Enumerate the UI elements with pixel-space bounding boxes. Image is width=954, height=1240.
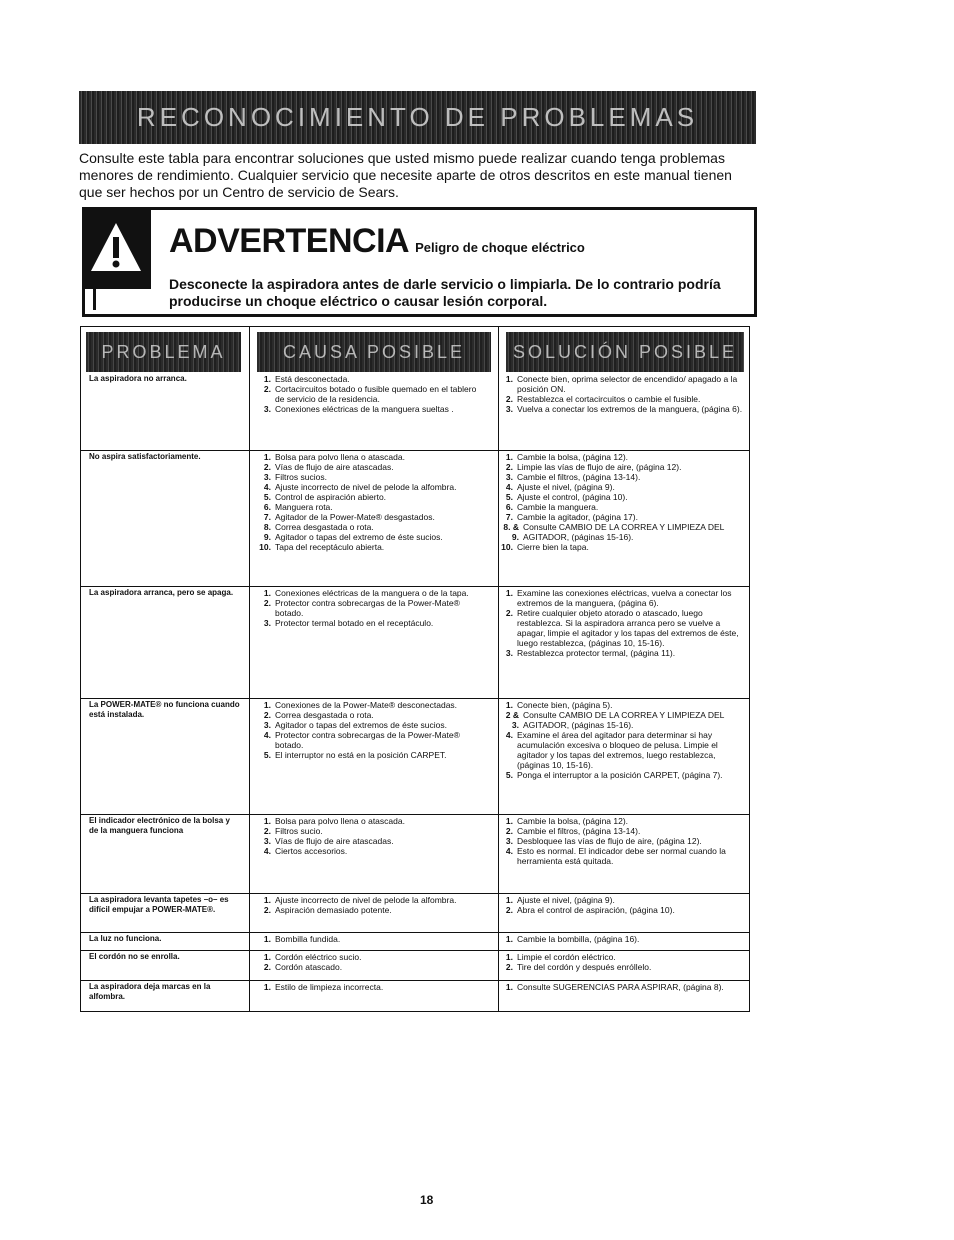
cause-item xyxy=(259,720,487,730)
cause-item xyxy=(259,905,487,915)
cause-item xyxy=(259,710,487,720)
cause-list xyxy=(259,374,487,414)
cause-number: 1. xyxy=(263,934,271,944)
solution-item xyxy=(501,934,745,944)
solution-number: 1. xyxy=(505,816,513,826)
cause-item xyxy=(259,982,487,992)
cause-text: Conexiones de la Power-Mate® desconectadas. xyxy=(275,700,458,710)
cause-text: Manguera rota. xyxy=(275,502,333,512)
solution-item xyxy=(501,542,745,552)
cause-item xyxy=(259,700,487,710)
solution-text: Limpie el cordón eléctrico. xyxy=(517,952,616,962)
solution-number: 1. xyxy=(505,982,513,992)
solution-text: Ajuste el nivel, (página 9). xyxy=(517,482,615,492)
page-number: 18 xyxy=(420,1193,434,1207)
cause-text: Bolsa para polvo llena o atascada. xyxy=(275,452,405,462)
cause-number: 2. xyxy=(263,384,271,394)
solution-item xyxy=(501,588,745,608)
cause-text: Aspiración demasiado potente. xyxy=(275,905,392,915)
cause-item xyxy=(259,472,487,482)
cause-item xyxy=(259,730,487,750)
cause-number: 2. xyxy=(263,826,271,836)
row-divider xyxy=(81,698,749,699)
cause-text: Estilo de limpieza incorrecta. xyxy=(275,982,384,992)
solution-number: 1. xyxy=(505,588,513,598)
solution-text: Consulte SUGERENCIAS PARA ASPIRAR, (página 8). xyxy=(517,982,724,992)
row-divider xyxy=(81,893,749,894)
solution-item xyxy=(501,472,745,482)
header-cause-label: CAUSA POSIBLE xyxy=(282,341,466,362)
header-cause xyxy=(257,332,491,372)
cause-list xyxy=(259,982,487,992)
solution-item xyxy=(501,374,745,394)
warning-subtitle: Peligro de choque eléctrico xyxy=(415,240,585,255)
problem-label: La luz no funciona. xyxy=(89,934,162,943)
cause-text: Correa desgastada o rota. xyxy=(275,710,374,720)
cause-number: 3. xyxy=(263,720,271,730)
solution-number: 4. xyxy=(505,846,513,856)
cause-item xyxy=(259,598,487,618)
header-problem-label: PROBLEMA xyxy=(101,341,226,362)
solution-text: Conecte bien, oprima selector de encendido/ apagado a la posición ON. xyxy=(517,374,738,394)
row-divider xyxy=(81,814,749,815)
cause-text: Cordón atascado. xyxy=(275,962,343,972)
solution-number: 3. xyxy=(505,648,513,658)
row-divider xyxy=(81,980,749,981)
solution-item xyxy=(501,905,745,915)
cause-list xyxy=(259,934,487,944)
cause-item xyxy=(259,512,487,522)
solution-list xyxy=(501,588,745,658)
cause-item xyxy=(259,895,487,905)
problem-label: La aspiradora levanta tapetes –o– es difícil empujar a POWER-MATE®. xyxy=(89,895,229,914)
solution-text: Cambie la agitador, (página 17). xyxy=(517,512,638,522)
header-solution-label: SOLUCIÓN POSIBLE xyxy=(512,341,738,362)
cause-item xyxy=(259,618,487,628)
solution-number: 6. xyxy=(505,502,513,512)
solution-text: Limpie las vías de flujo de aire, (página 12). xyxy=(517,462,682,472)
cause-item xyxy=(259,816,487,826)
solution-item xyxy=(501,770,745,780)
cause-number: 1. xyxy=(263,982,271,992)
cause-item xyxy=(259,836,487,846)
cause-number: 1. xyxy=(263,452,271,462)
cause-number: 3. xyxy=(263,404,271,414)
solution-text: Ponga el interruptor a la posición CARPET, (página 7). xyxy=(517,770,723,780)
solution-number: 5. xyxy=(505,770,513,780)
solution-text: Examine el área del agitador para determinar si hay acumulación excesiva o bloqueo de pelusa. Limpie el agitador y los tapas del extremos, luego restablezca, (páginas 10, 15-16). xyxy=(517,730,718,770)
solution-text: Cambie la bolsa, (página 12). xyxy=(517,452,629,462)
solution-list xyxy=(501,895,745,915)
solution-number: 2. xyxy=(505,608,513,618)
solution-number: 10. xyxy=(501,542,513,552)
section-banner xyxy=(79,91,756,144)
solution-item xyxy=(501,730,745,770)
solution-item xyxy=(501,522,745,542)
solution-number: 8. & 9. xyxy=(503,522,519,542)
solution-list xyxy=(501,952,745,972)
cause-list xyxy=(259,895,487,915)
warning-text: Desconecte la aspiradora antes de darle servicio o limpiarla. De lo contrario podría producirse un choque eléctrico o causar lesión corporal. xyxy=(169,276,721,309)
solution-item xyxy=(501,492,745,502)
cause-list xyxy=(259,452,487,552)
warning-icon xyxy=(82,207,151,289)
solution-number: 4. xyxy=(505,730,513,740)
troubleshooting-table xyxy=(80,326,750,1012)
cause-text: Bombilla fundida. xyxy=(275,934,341,944)
solution-list xyxy=(501,452,745,552)
intro-paragraph: Consulte este tabla para encontrar soluciones que usted mismo puede realizar cuando tenga problemas menores de rendimiento. Cualquier servicio que necesite aparte de otros descritos en este manual tienen que ser hechos por un Centro de servicio de Sears. xyxy=(79,150,732,200)
cause-number: 3. xyxy=(263,836,271,846)
cause-text: Ajuste incorrecto de nivel de pelode la alfombra. xyxy=(275,895,457,905)
solution-item xyxy=(501,846,745,866)
cause-text: Filtros sucio. xyxy=(275,826,323,836)
cause-number: 2. xyxy=(263,598,271,608)
cause-number: 10. xyxy=(259,542,271,552)
problem-label: La aspiradora arranca, pero se apaga. xyxy=(89,588,234,597)
cause-item xyxy=(259,542,487,552)
cause-item xyxy=(259,934,487,944)
header-solution xyxy=(506,332,744,372)
cause-item xyxy=(259,502,487,512)
cause-text: Vías de flujo de aire atascadas. xyxy=(275,836,394,846)
cause-text: Correa desgastada o rota. xyxy=(275,522,374,532)
solution-text: Vuelva a conectar los extremos de la manguera, (página 6). xyxy=(517,404,743,414)
cause-number: 1. xyxy=(263,816,271,826)
cause-number: 1. xyxy=(263,588,271,598)
solution-text: Cambie la bombilla, (página 16). xyxy=(517,934,640,944)
problem-label: No aspira satisfactoriamente. xyxy=(89,452,201,461)
solution-number: 2. xyxy=(505,826,513,836)
cause-text: Agitador de la Power-Mate® desgastados. xyxy=(275,512,435,522)
cause-text: Bolsa para polvo llena o atascada. xyxy=(275,816,405,826)
cause-text: Control de aspiración abierto. xyxy=(275,492,387,502)
solution-number: 3. xyxy=(505,836,513,846)
solution-text: Desbloquee las vías de flujo de aire, (página 12). xyxy=(517,836,702,846)
solution-item xyxy=(501,700,745,710)
cause-item xyxy=(259,846,487,856)
solution-text: Restablezca el cortacircuitos o cambie el fusible. xyxy=(517,394,701,404)
solution-number: 4. xyxy=(505,482,513,492)
cause-item xyxy=(259,588,487,598)
solution-item xyxy=(501,502,745,512)
cause-item xyxy=(259,492,487,502)
solution-item xyxy=(501,404,745,414)
cause-item xyxy=(259,750,487,760)
cause-item xyxy=(259,952,487,962)
solution-text: Restablezca protector termal, (página 11). xyxy=(517,648,676,658)
solution-list xyxy=(501,982,745,992)
solution-item xyxy=(501,895,745,905)
solution-number: 1. xyxy=(505,952,513,962)
row-divider xyxy=(81,450,749,451)
cause-text: Tapa del receptáculo abierta. xyxy=(275,542,385,552)
cause-number: 7. xyxy=(263,512,271,522)
cause-list xyxy=(259,816,487,856)
solution-list xyxy=(501,700,745,780)
cause-number: 4. xyxy=(263,846,271,856)
solution-number: 2 & 3. xyxy=(505,710,519,730)
cause-text: Protector termal botado en el receptáculo. xyxy=(275,618,434,628)
cause-text: Agitador o tapas del extremo de éste sucios. xyxy=(275,532,443,542)
solution-number: 1. xyxy=(505,452,513,462)
solution-list xyxy=(501,934,745,944)
cause-text: El interruptor no está en la posición CARPET. xyxy=(275,750,447,760)
solution-item xyxy=(501,710,745,730)
solution-text: Consulte CAMBIO DE LA CORREA Y LIMPIEZA DEL AGITADOR, (páginas 15-16). xyxy=(523,522,725,542)
solution-item xyxy=(501,816,745,826)
solution-number: 2. xyxy=(505,394,513,404)
solution-number: 3. xyxy=(505,404,513,414)
solution-item xyxy=(501,648,745,658)
solution-text: Abra el control de aspiración, (página 10). xyxy=(517,905,675,915)
cause-number: 8. xyxy=(263,522,271,532)
warning-heading: ADVERTENCIA xyxy=(169,222,410,260)
solution-number: 2. xyxy=(505,462,513,472)
solution-item xyxy=(501,462,745,472)
cause-item xyxy=(259,532,487,542)
solution-item xyxy=(501,512,745,522)
column-divider xyxy=(498,327,499,1011)
solution-text: Cambie el filtros, (página 13-14). xyxy=(517,826,641,836)
solution-list xyxy=(501,374,745,414)
problem-label: La aspiradora no arranca. xyxy=(89,374,187,383)
cause-list xyxy=(259,700,487,760)
problem-label: La POWER-MATE® no funciona cuando está instalada. xyxy=(89,700,240,719)
cause-text: Agitador o tapas del extremos de éste sucios. xyxy=(275,720,447,730)
solution-text: Tire del cordón y después enróllelo. xyxy=(517,962,652,972)
header-problem xyxy=(86,332,241,372)
problem-label: La aspiradora deja marcas en la alfombra. xyxy=(89,982,211,1001)
cause-number: 1. xyxy=(263,374,271,384)
cause-list xyxy=(259,588,487,628)
cause-number: 3. xyxy=(263,472,271,482)
cause-item xyxy=(259,522,487,532)
solution-text: Ajuste el control, (página 10). xyxy=(517,492,628,502)
solution-number: 7. xyxy=(505,512,513,522)
solution-text: Esto es normal. El indicador debe ser normal cuando la herramienta está quitada. xyxy=(517,846,726,866)
cause-text: Ciertos accesorios. xyxy=(275,846,348,856)
solution-item xyxy=(501,952,745,962)
cause-item xyxy=(259,452,487,462)
cause-text: Cortacircuitos botado o fusible quemado en el tablero de servicio de la residencia. xyxy=(275,384,477,404)
problem-label: El cordón no se enrolla. xyxy=(89,952,180,961)
cause-text: Conexiones eléctricas de la manguera sueltas . xyxy=(275,404,454,414)
solution-text: Ajuste el nivel, (página 9). xyxy=(517,895,615,905)
row-divider xyxy=(81,586,749,587)
cause-list xyxy=(259,952,487,972)
solution-item xyxy=(501,452,745,462)
solution-number: 1. xyxy=(505,934,513,944)
cause-number: 4. xyxy=(263,730,271,740)
cause-number: 6. xyxy=(263,502,271,512)
cause-item xyxy=(259,482,487,492)
cause-text: Está desconectada. xyxy=(275,374,350,384)
solution-number: 5. xyxy=(505,492,513,502)
cause-item xyxy=(259,384,487,404)
solution-item xyxy=(501,826,745,836)
solution-list xyxy=(501,816,745,866)
solution-item xyxy=(501,982,745,992)
solution-text: Cambie la manguera. xyxy=(517,502,599,512)
cause-number: 5. xyxy=(263,750,271,760)
warning-box xyxy=(82,207,757,317)
cause-text: Protector contra sobrecargas de la Power-Mate® botado. xyxy=(275,598,460,618)
problem-label: El indicador electrónico de la bolsa y de la manguera funciona xyxy=(89,816,230,835)
solution-text: Retire cualquier objeto atorado o atascado, luego restablezca. Si la aspiradora arranca pero se vuelve a apagar, limpie el agitador y los tapas del extremos de éste, luego restablezca, (páginas 10, 15-16). xyxy=(517,608,739,648)
cause-number: 1. xyxy=(263,700,271,710)
cause-number: 1. xyxy=(263,895,271,905)
cause-text: Ajuste incorrecto de nivel de pelode la alfombra. xyxy=(275,482,457,492)
row-divider xyxy=(81,950,749,951)
cause-number: 9. xyxy=(263,532,271,542)
cause-number: 2. xyxy=(263,462,271,472)
cause-number: 5. xyxy=(263,492,271,502)
cause-item xyxy=(259,462,487,472)
cause-item xyxy=(259,962,487,972)
warning-title xyxy=(169,222,585,261)
solution-item xyxy=(501,608,745,648)
solution-item xyxy=(501,962,745,972)
warning-rule xyxy=(93,288,96,310)
cause-number: 1. xyxy=(263,952,271,962)
cause-number: 4. xyxy=(263,482,271,492)
cause-text: Vías de flujo de aire atascadas. xyxy=(275,462,394,472)
cause-number: 2. xyxy=(263,905,271,915)
solution-item xyxy=(501,836,745,846)
cause-number: 2. xyxy=(263,710,271,720)
solution-text: Consulte CAMBIO DE LA CORREA Y LIMPIEZA DEL AGITADOR, (páginas 15-16). xyxy=(523,710,725,730)
cause-text: Conexiones eléctricas de la manguera o de la tapa. xyxy=(275,588,469,598)
column-divider xyxy=(249,327,250,1011)
row-divider xyxy=(81,932,749,933)
cause-item xyxy=(259,374,487,384)
solution-text: Conecte bien, (página 5). xyxy=(517,700,613,710)
section-banner-title: RECONOCIMIENTO DE PROBLEMAS xyxy=(136,102,699,132)
cause-text: Filtros sucios. xyxy=(275,472,327,482)
cause-item xyxy=(259,404,487,414)
solution-number: 3. xyxy=(505,472,513,482)
solution-number: 2. xyxy=(505,905,513,915)
solution-number: 1. xyxy=(505,700,513,710)
solution-item xyxy=(501,394,745,404)
cause-text: Cordón eléctrico sucio. xyxy=(275,952,362,962)
solution-item xyxy=(501,482,745,492)
solution-number: 2. xyxy=(505,962,513,972)
solution-text: Examine las conexiones eléctricas, vuelva a conectar los extremos de la manguera, (página 6). xyxy=(517,588,732,608)
cause-number: 2. xyxy=(263,962,271,972)
solution-text: Cambie la bolsa, (página 12). xyxy=(517,816,629,826)
solution-text: Cierre bien la tapa. xyxy=(517,542,589,552)
cause-item xyxy=(259,826,487,836)
solution-text: Cambie el filtros, (página 13-14). xyxy=(517,472,641,482)
cause-number: 3. xyxy=(263,618,271,628)
solution-number: 1. xyxy=(505,374,513,384)
cause-text: Protector contra sobrecargas de la Power-Mate® botado. xyxy=(275,730,460,750)
solution-number: 1. xyxy=(505,895,513,905)
